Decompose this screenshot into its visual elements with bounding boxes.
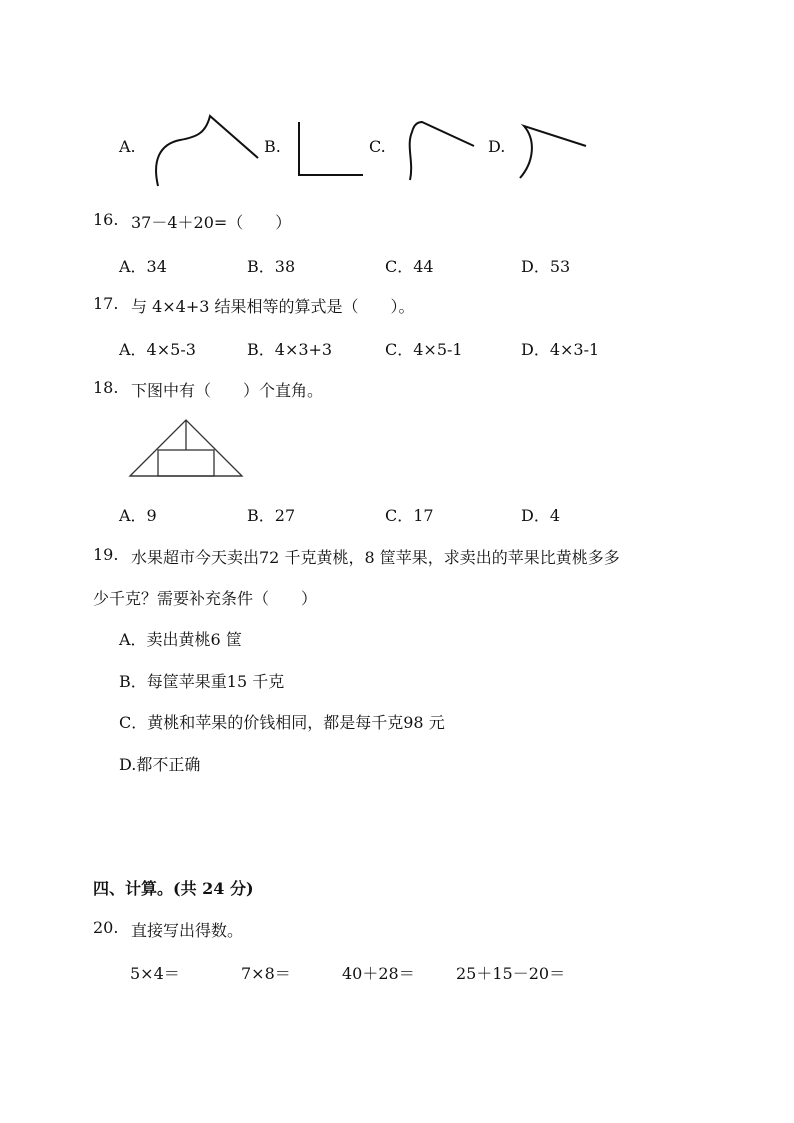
q18-option-d[interactable]: D．4 (521, 506, 561, 525)
q18-option-a[interactable]: A．9 (119, 506, 157, 525)
q18-triangle-figure (128, 418, 244, 480)
q19-option-a[interactable]: A．卖出黄桃6 筐 (119, 630, 242, 649)
q17-option-d[interactable]: D．4×3-1 (521, 340, 600, 359)
q19-number: 19. (93, 545, 119, 564)
q18-number: 18. (93, 378, 119, 397)
q19-option-c[interactable]: C．黄桃和苹果的价钱相同，都是每千克98 元 (119, 713, 445, 732)
q15-figure-a (150, 110, 265, 190)
q20-item-1: 5×4＝ (130, 964, 180, 983)
q20-text: 直接写出得数。 (131, 921, 244, 940)
q19-option-d[interactable]: D.都不正确 (119, 755, 201, 774)
q15-option-b-label: B. (264, 137, 281, 156)
q16-text: 37－4＋20=（ ） (131, 213, 292, 232)
section-4-title: 四、计算。(共 24 分) (93, 879, 254, 898)
q20-number: 20. (93, 918, 119, 937)
q17-text: 与 4×4+3 结果相等的算式是（ ）。 (131, 297, 415, 316)
q16-option-a[interactable]: A．34 (119, 257, 167, 276)
q16-option-c[interactable]: C．44 (385, 257, 434, 276)
q18-option-c[interactable]: C．17 (385, 506, 434, 525)
q16-option-b[interactable]: B．38 (247, 257, 296, 276)
q15-figure-c (404, 118, 476, 184)
q18-option-b[interactable]: B．27 (247, 506, 296, 525)
q19-text-line2: 少千克？需要补充条件（ ） (93, 589, 318, 608)
q19-option-b[interactable]: B．每筐苹果重15 千克 (119, 672, 285, 691)
q15-option-d-label: D. (488, 137, 506, 156)
q17-option-a[interactable]: A．4×5-3 (119, 340, 196, 359)
q17-option-c[interactable]: C．4×5-1 (385, 340, 463, 359)
q15-option-a-label: A. (119, 137, 136, 156)
q20-item-4: 25＋15－20＝ (456, 964, 566, 983)
q20-item-2: 7×8＝ (241, 964, 291, 983)
q15-figure-b (296, 120, 366, 180)
q15-figure-d (516, 120, 588, 182)
q19-text-line1: 水果超市今天卖出72 千克黄桃，8 筐苹果，求卖出的苹果比黄桃多多 (131, 548, 620, 567)
q17-number: 17. (93, 294, 119, 313)
q16-number: 16. (93, 210, 119, 229)
q16-option-d[interactable]: D．53 (521, 257, 571, 276)
q17-option-b[interactable]: B．4×3+3 (247, 340, 333, 359)
q20-item-3: 40＋28＝ (342, 964, 415, 983)
q15-option-c-label: C. (369, 137, 386, 156)
q18-text: 下图中有（ ）个直角。 (131, 381, 324, 400)
